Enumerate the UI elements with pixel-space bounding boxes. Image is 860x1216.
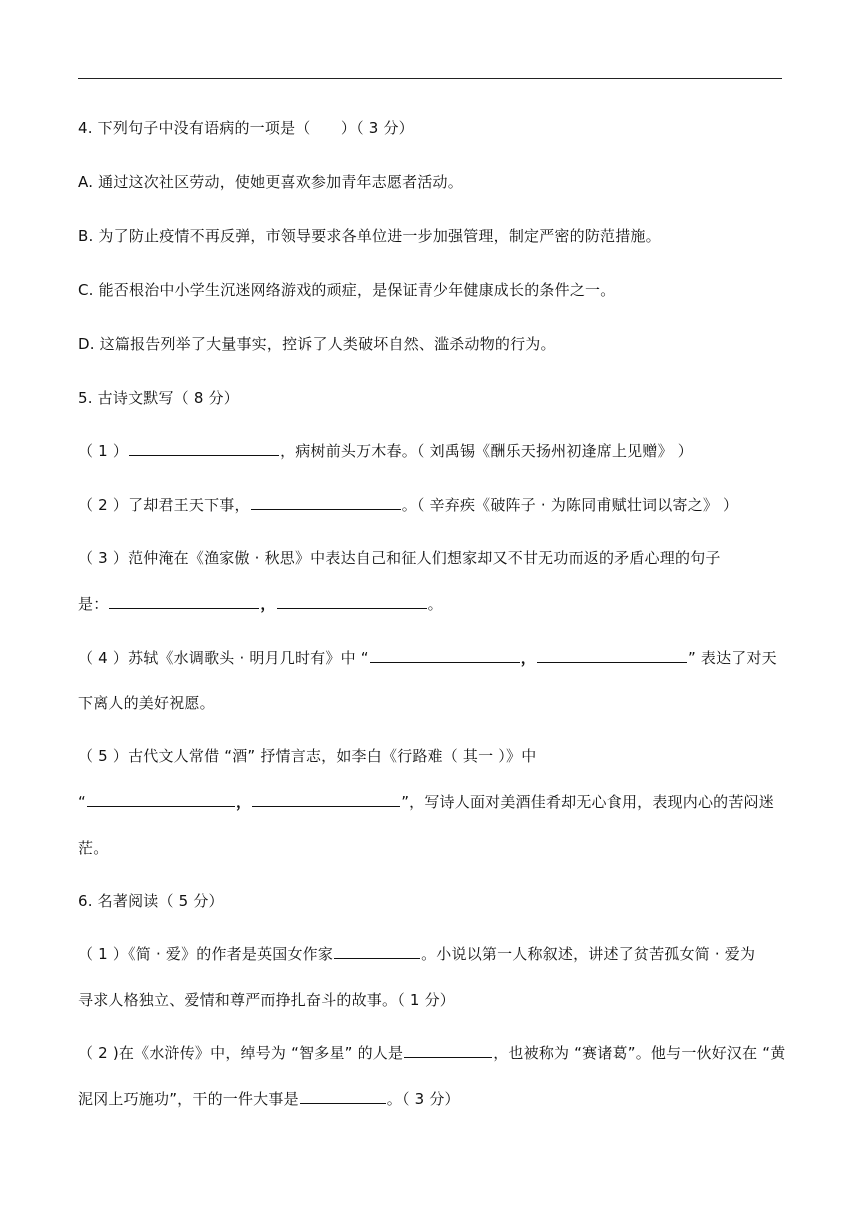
comma: ， [235, 793, 252, 811]
q4-option-c: C. 能否根治中小学生沉迷网络游戏的顽症，是保证青少年健康成长的条件之一。 [78, 281, 616, 299]
q6-item-1-post: 。小说以第一人称叙述，讲述了贫苦孤女简 · 爱为 [421, 945, 756, 963]
answer-blank[interactable] [537, 648, 687, 663]
q5-item-2-post: 。（ 辛弃疾《破阵子 · 为陈同甫赋壮词以寄之》 ） [401, 496, 739, 514]
q5-item-1 [78, 441, 790, 461]
q4-option-d: D. 这篇报告列举了大量事实，控诉了人类破坏自然、滥杀动物的行为。 [78, 335, 556, 353]
answer-blank[interactable] [129, 441, 279, 456]
q4-stem: 4. 下列句子中没有语病的一项是（ ）（ 3 分） [78, 119, 414, 137]
q5-item-5-pre: “ [78, 793, 86, 811]
q6-item-2-mid: ，也被称为 “赛诸葛”。他与一伙好汉在 “黄 [493, 1044, 786, 1062]
q5-item-3-post: 。 [427, 595, 443, 613]
q5-item-4-line1 [78, 648, 790, 668]
q5-item-3-line2 [78, 594, 790, 614]
header-rule [78, 78, 782, 79]
q5-item-5-line2 [78, 792, 790, 812]
q6-item-2-line2 [78, 1089, 790, 1109]
q5-item-4-line2: 下离人的美好祝愿。 [78, 694, 215, 712]
answer-blank[interactable] [109, 594, 259, 609]
answer-blank[interactable] [370, 648, 520, 663]
q5-item-4-pre: （ 4 ）苏轼《水调歌头 · 明月几时有》中 “ [78, 649, 369, 667]
q6-item-2-pre: （ 2 )在《水浒传》中，绰号为 “智多星” 的人是 [78, 1044, 404, 1062]
q6-item-1-line2: 寻求人格独立、爱情和尊严而挣扎奋斗的故事。（ 1 分） [78, 991, 455, 1009]
answer-blank[interactable] [251, 495, 401, 510]
q6-item-1-pre: （ 1 ）《简 · 爱》的作者是英国女作家 [78, 945, 334, 963]
q6-item-2-line2-post: 。（ 3 分） [386, 1090, 460, 1108]
answer-blank[interactable] [334, 944, 420, 959]
q4-option-a: A. 通过这次社区劳动，使她更喜欢参加青年志愿者活动。 [78, 173, 463, 191]
comma: ， [260, 595, 276, 613]
q5-stem: 5. 古诗文默写（ 8 分） [78, 389, 239, 407]
answer-blank[interactable] [277, 594, 427, 609]
q6-item-1-line1 [78, 944, 790, 964]
q5-item-5-line1: （ 5 ）古代文人常借 “酒” 抒情言志，如李白《行路难（ 其一 ）》中 [78, 747, 537, 765]
answer-blank[interactable] [87, 792, 235, 807]
q6-item-2-line2-pre: 泥冈上巧施功”，干的一件大事是 [78, 1090, 299, 1108]
q5-item-1-pre: （ 1 ） [78, 442, 129, 460]
q5-item-3-pre: 是： [78, 595, 109, 613]
answer-blank[interactable] [404, 1043, 492, 1058]
answer-blank[interactable] [252, 792, 400, 807]
q5-item-2-pre: （ 2 ）了却君王天下事， [78, 496, 250, 514]
q4-option-b: B. 为了防止疫情不再反弹，市领导要求各单位进一步加强管理，制定严密的防范措施。 [78, 227, 661, 245]
answer-blank[interactable] [300, 1089, 386, 1104]
q5-item-2 [78, 495, 790, 515]
q5-item-3-line1: （ 3 ）范仲淹在《渔家傲 · 秋思》中表达自己和征人们想家却又不甘无功而返的矛盾心理的句子 [78, 549, 721, 567]
q6-item-2-line1 [78, 1043, 790, 1063]
q5-item-5-line3: 茫。 [78, 839, 109, 857]
q5-item-1-post: ，病树前头万木春。（ 刘禹锡《酬乐天扬州初逢席上见赠》 ） [280, 442, 693, 460]
q5-item-4-post: ” 表达了对天 [687, 649, 777, 667]
q5-item-5-post: ”，写诗人面对美酒佳肴却无心食用，表现内心的苦闷迷 [401, 793, 774, 811]
q6-stem: 6. 名著阅读（ 5 分） [78, 892, 224, 910]
comma: ， [520, 649, 536, 667]
